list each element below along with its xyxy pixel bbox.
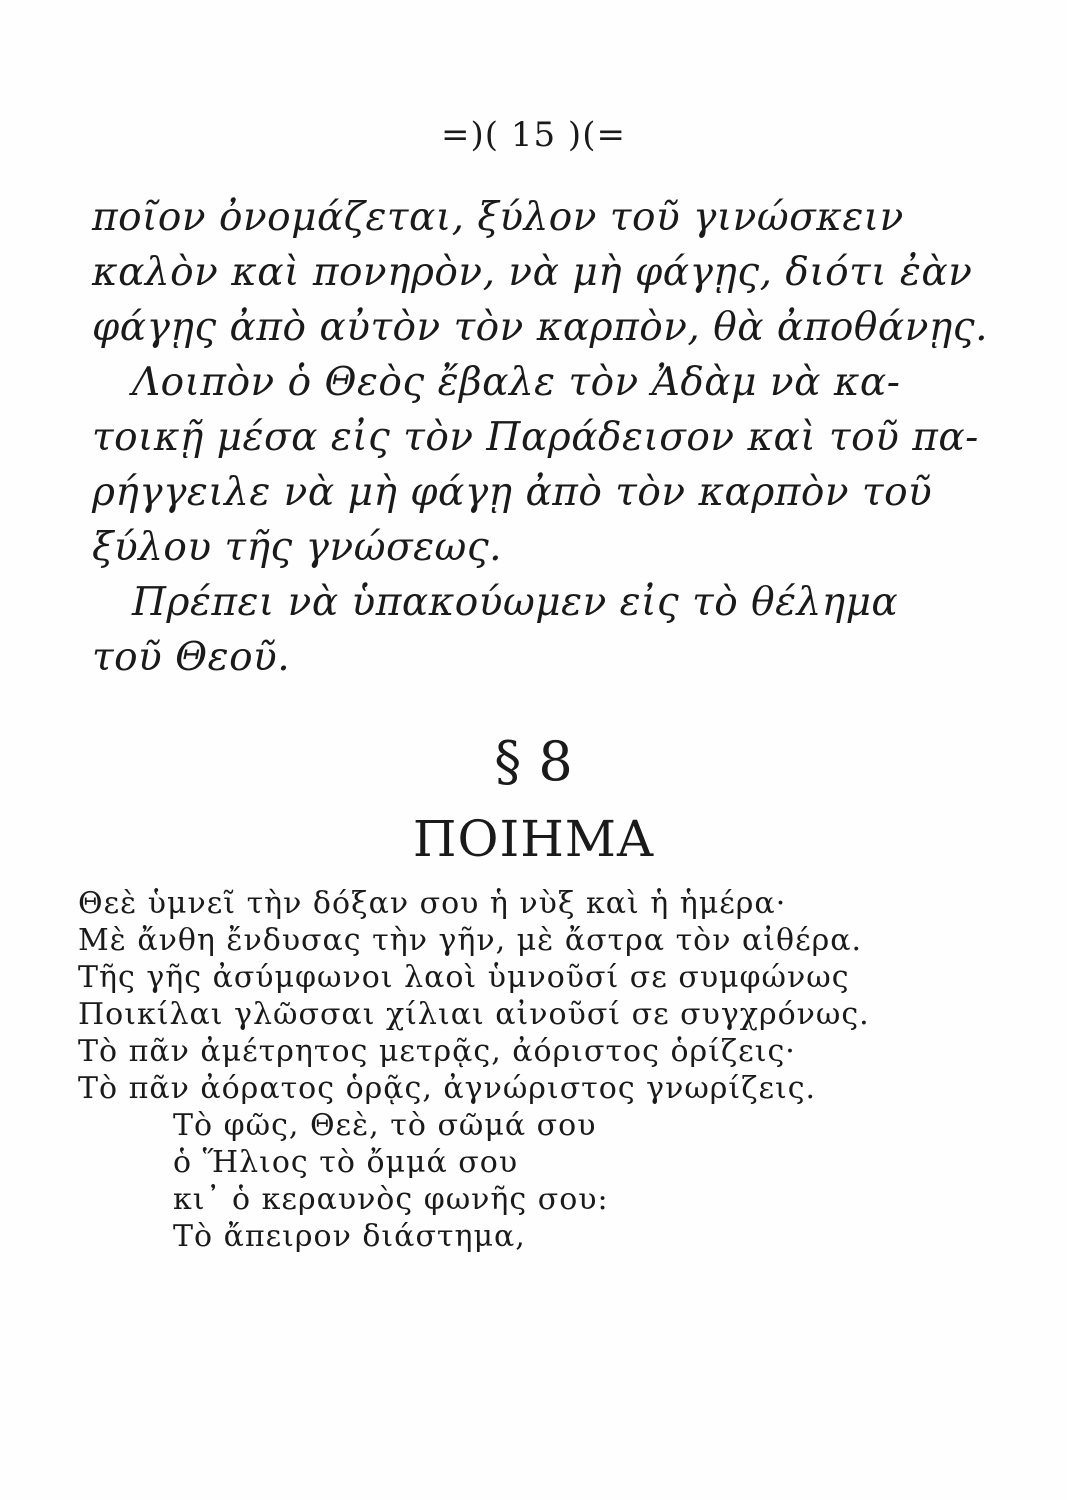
- prose-line: ποῖον ὀνομάζεται, ξύλον τοῦ γινώσκειν: [92, 195, 904, 240]
- page-header: =)( 15 )(=: [441, 115, 626, 155]
- prose-paragraphs: [92, 190, 989, 685]
- poem-line: Ποικίλαι γλῶσσαι χίλιαι αἰνοῦσί σε συγχρόνως.: [78, 997, 870, 1032]
- poem-line: Τῆς γῆς ἀσύμφωνοι λαοὶ ὑμνοῦσί σε συμφώνως: [78, 960, 850, 995]
- prose-line: τοῦ Θεοῦ.: [92, 635, 291, 680]
- prose-line: Λοιπὸν ὁ Θεὸς ἔβαλε τὸν Ἀδὰμ νὰ κα-: [132, 360, 901, 405]
- prose-line: φάγῃς ἀπὸ αὐτὸν τὸν καρπὸν, θὰ ἀποθάνῃς.: [92, 305, 989, 350]
- poem-line: ὁ Ἥλιος τὸ ὄμμά σου: [173, 1145, 519, 1180]
- poem-line: Τὸ πᾶν ἀόρατος ὁρᾷς, ἀγνώριστος γνωρίζεις.: [78, 1071, 817, 1106]
- poem-line: κι᾽ ὁ κεραυνὸς φωνῆς σου:: [173, 1182, 609, 1217]
- poem-line: Τὸ ἄπειρον διάστημα,: [173, 1219, 526, 1254]
- prose-line: Πρέπει νὰ ὑπακούωμεν εἰς τὸ θέλημα: [132, 580, 899, 625]
- poem-line: Μὲ ἄνθη ἔνδυσας τὴν γῆν, μὲ ἄστρα τὸν αἰθέρα.: [78, 923, 863, 958]
- poem-body: [78, 885, 958, 1255]
- prose-line: ρήγγειλε νὰ μὴ φάγῃ ἀπὸ τὸν καρπὸν τοῦ: [92, 470, 933, 515]
- poem-title: ΠΟΙΗΜΑ: [412, 810, 655, 868]
- poem-line: Τὸ πᾶν ἀμέτρητος μετρᾷς, ἀόριστος ὁρίζεις·: [78, 1034, 796, 1069]
- section-number: § 8: [494, 730, 573, 793]
- prose-line: ξύλου τῆς γνώσεως.: [92, 525, 503, 570]
- prose-line: τοικῇ μέσα εἰς τὸν Παράδεισον καὶ τοῦ πα-: [92, 415, 979, 460]
- poem-line: Θεὲ ὑμνεῖ τὴν δόξαν σου ἡ νὺξ καὶ ἡ ἡμέρα·: [78, 886, 787, 921]
- poem-line: Τὸ φῶς, Θεὲ, τὸ σῶμά σου: [173, 1108, 597, 1143]
- prose-line: καλὸν καὶ πονηρὸν, νὰ μὴ φάγῃς, διότι ἐὰν: [92, 250, 973, 295]
